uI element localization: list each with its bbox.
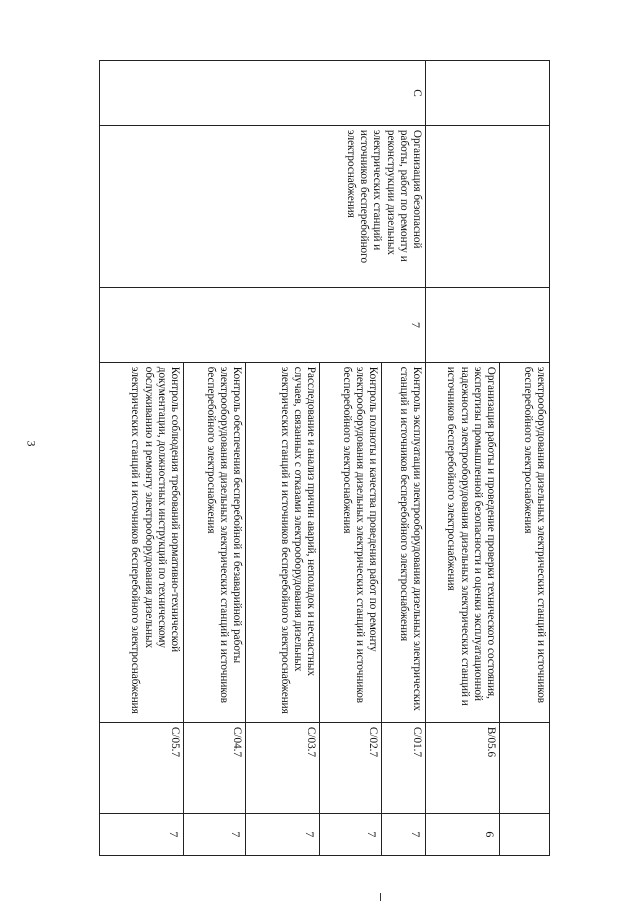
function-level-cell [500, 813, 550, 855]
functions-table [99, 60, 550, 856]
function-level-cell: 7 [246, 813, 320, 855]
general-function-cell: Организация безопасной работы, работ по ремонту и реконструкции дизельных электрических станций и источников бесперебойного электроснабжения [100, 125, 426, 287]
scan-mark [380, 893, 381, 901]
function-code-cell [500, 722, 550, 813]
general-level-cell [426, 288, 550, 363]
function-level-cell: 7 [100, 813, 184, 855]
function-code-cell: B/05.6 [426, 722, 500, 813]
function-cell: Контроль полноты и качества проведения работ по ремонту электрооборудования дизельных электрических станций и источников бесперебойного электроснабжения [320, 362, 382, 722]
function-cell: Контроль обеспечения бесперебойной и безаварийной работы электрооборудования дизельных электрических станций и источников бесперебойного электроснабжения [184, 362, 246, 722]
rotated-table-container [60, 60, 550, 856]
general-level-cell: 7 [100, 288, 426, 363]
function-level-cell: 6 [426, 813, 500, 855]
function-code-cell: C/04.7 [184, 722, 246, 813]
function-code-cell: C/05.7 [100, 722, 184, 813]
function-code-cell: C/03.7 [246, 722, 320, 813]
general-function-cell [426, 125, 550, 287]
function-cell: Расследование и анализ причин аварий, неполадок и несчастных случаев, связанных с отказами электрооборудования дизельных электрических станций и источников бесперебойного электроснабжения [246, 362, 320, 722]
function-level-cell: 7 [382, 813, 426, 855]
function-cell: электрооборудования дизельных электрических станций и источников бесперебойного электроснабжения [500, 362, 550, 722]
function-cell: Контроль соблюдения требований нормативно-технической документации, должностных инструкций по техническому обслуживанию и ремонту электрооборудования дизельных электрических станций и источников бесперебойного электроснабжения [100, 362, 184, 722]
function-cell: Организация работы и проведение проверки технического состояния, экспертизы промышленной безопасности и оценки эксплуатационной надежности электрооборудования дизельных электрических станций и источников бесперебойного электроснабжения [426, 362, 500, 722]
function-level-cell: 7 [184, 813, 246, 855]
table-row [500, 61, 550, 856]
function-cell: Контроль эксплуатации электрооборудования дизельных электрических станций и источников бесперебойного электроснабжения [382, 362, 426, 722]
table-row [382, 61, 426, 856]
function-code-cell: C/01.7 [382, 722, 426, 813]
code-letter-cell [426, 61, 550, 126]
code-letter-cell: C [100, 61, 426, 126]
page-number: 3 [24, 440, 39, 447]
function-code-cell: C/02.7 [320, 722, 382, 813]
function-level-cell: 7 [320, 813, 382, 855]
